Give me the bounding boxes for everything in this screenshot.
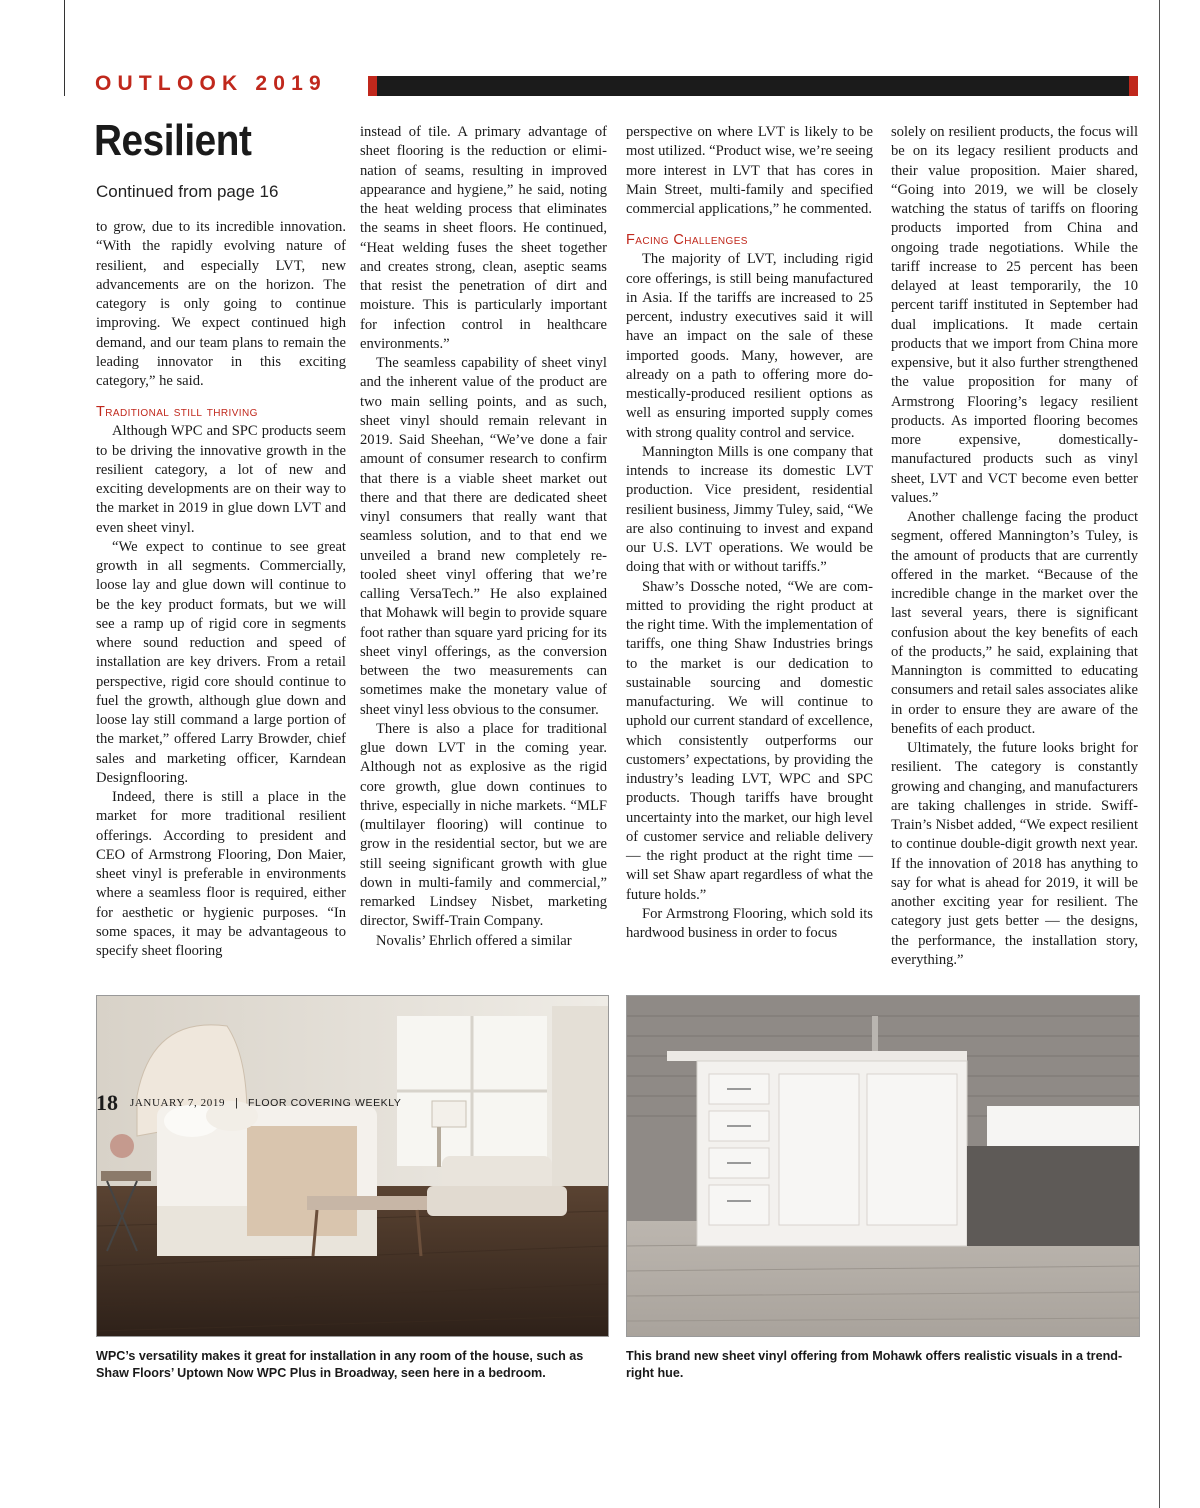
article-paragraph: to grow, due to its incredible innovation. “With the rapidly evolving nature of resilient, and especially LVT, new advancements are on the horizon. The category is only going to continue improving. We expect continued high demand, and our team plans to remain the leading innovator in this exciting category,” he said. [96,219,346,389]
text-column-3 [626,123,873,943]
text-column-2 [360,123,607,951]
bathroom-photo [626,995,1140,1337]
continued-note: Continued from page 16 [96,182,279,201]
header-bar-accent-left [368,76,377,96]
article-paragraph: The majority of LVT, including rigid core offerings, is still being manufactured in Asia. If the tariffs are increased to 25 percent, industry executives said it will have an impact on the sale of these imported goods. Many, however, are already on a path to offering more domestically-produced resilient options as well as ensuring imported supply comes with strong quality control and service. [626,251,873,441]
photo-caption-right: This brand new sheet vinyl offering from Mohawk offers realistic visuals in a trend-right hue. [626,1349,1123,1380]
bedroom-photo [96,995,609,1337]
publication-name: FLOOR COVERING WEEKLY [247,1097,402,1109]
article-paragraph: Shaw’s Dossche noted, “We are committed to providing the right product at the right time. With the implementation of tariffs, one thing Shaw Industries brings to the market is our dedication to sustainable sourcing and domestic manufacturing. We will continue to uphold our current standard of excellence, which consistently outperforms our customers’ expectations, by providing the industry’s leading LVT, WPC and SPC products. Though tariffs have brought uncertainty into the market, our high level of customer service and reliable delivery — the right product at the right time — will set Shaw apart regardless of what the future holds.” [626,578,873,903]
article-paragraph: Although WPC and SPC products seem to be driving the innovative growth in the resilient category, a lot of new and exciting developments are on their way to the market in 2019 in glue down LVT and even sheet vinyl. [96,423,346,536]
article-paragraph: Mannington Mills is one company that intends to increase its domestic LVT production. Vice president, residential resilient business, Jimmy Tuley, said, “We are also continuing to invest and expand our U.S. LVT operations. We would be doing that with or without tariffs.” [626,443,873,576]
article-paragraph: “We expect to continue to see great growth in all segments. Commercially, loose lay and glue down will continue to be the key product formats, but we will see a ramp up of rigid core in segments where sound reduction and speed of installation are key drivers. From a retail perspective, rigid core should continue to fuel the growth, although glue down and loose lay still command a large portion of the market,” offered Larry Browder, chief sales and marketing officer, Karndean Designflooring. [96,538,346,786]
photo-caption-left: WPC’s versatility makes it great for installation in any room of the house, such as Shaw Floors’ Uptown Now WPC Plus in Broadway, seen here in a bedroom. [96,1349,584,1380]
page-footer [96,1090,402,1116]
article-paragraph: The seamless capability of sheet vinyl and the inherent value of the product are two main selling points, and as such, sheet vinyl should remain relevant in 2019. Said Sheehan, “We’ve done a fair amount of consumer research to confirm that there is a viable sheet market out there and that there are dedicated sheet vinyl consumers that really want that seamless solution, and to that end we unveiled a brand new completely re-tooled sheet vinyl offering that we’re calling VersaTech.” He also explained that Mohawk will begin to provide square foot rather than square yard pricing for its sheet vinyl offerings, as the conversion between the two measurements can sometimes make the monetary value of sheet vinyl less obvious to the consumer. [360,355,607,718]
page-number: 18 [96,1090,118,1115]
section-subhead: Traditional still thriving [96,404,258,421]
article-paragraph: Novalis’ Ehrlich offered a similar [376,932,572,949]
page-rule-left [64,0,65,96]
article-paragraph: instead of tile. A primary advantage of sheet flooring is the reduction or elimination of seams, resulting in improved appearance and hygiene,” he said, noting the heat welding process that eliminates the seams in sheet floors. He continued, “Heat welding fuses the sheet together and creates strong, clean, aseptic seams that resist the penetration of dirt and moisture. This is particularly important for infection control in healthcare environments.” [360,124,607,352]
footer-separator: | [235,1097,238,1109]
article-paragraph: There is also a place for traditional glue down LVT in the coming year. Although not as explosive as the rigid core growth, glue down continues to thrive, especially in niche markets. “MLF (multilayer flooring) will continue to grow in the residential sector, but we are still seeing significant growth with glue down in multi-family and commercial,” remarked Lindsey Nisbet, marketing director, Swiff-Train Company. [360,720,607,930]
article-paragraph: solely on resilient products, the focus will be on its legacy resilient products and their value proposition. Maier shared, “Going into 2019, we will be closely watching the status of tariffs on flooring products imported from China and ongoing trade negotiations. While the tariff increase to 25 percent has been delayed at least temporarily, the 10 percent tariff instituted in September had dual implications. It made certain products that we import from China more expensive, but it also further strengthened the value proposition for many of Armstrong Flooring’s legacy resilient products. As imported flooring becomes more expensive, domestically-manufactured products such as vinyl sheet, LVT and VCT become even better values.” [891,124,1138,506]
section-label: OUTLOOK 2019 [95,72,327,95]
page-rule-right [1159,0,1160,1508]
bedroom-illustration [97,996,608,1336]
bathroom-illustration [627,996,1139,1336]
article-paragraph: perspective on where LVT is likely to be most utilized. “Product wise, we’re seeing more interest in LVT that has cores in Main Street, multi-family and specified commercial applications,” he commented. [626,124,873,217]
article-paragraph: Ultimately, the future looks bright for resilient. The category is constantly growing and changing, and manufacturers are taking challenges in stride. Swiff-Train’s Nisbet added, “We expect resilient to continue double-digit growth next year. If the innovation of 2018 has anything to say for what is ahead for 2019, it will be another exciting year for resilient. The category just gets better — the designs, the performance, the installation story, everything.” [891,740,1138,968]
header-bar [368,76,1138,96]
section-subhead: Facing Challenges [626,232,748,249]
header-bar-accent-right [1129,76,1138,96]
text-column-4 [891,123,1138,970]
article-paragraph: For Armstrong Flooring, which sold its hardwood business in order to focus [626,905,873,941]
article-paragraph: Indeed, there is still a place in the market for more traditional resilient offerings. According to president and CEO of Armstrong Flooring, Don Maier, sheet vinyl is preferable in environments where a seamless floor is required, either for aesthetic or hygienic purposes. “In some spaces, it may be advantageous to specify sheet flooring [96,789,346,959]
article-title: Resilient [94,116,252,165]
article-paragraph: Another challenge facing the product segment, offered Mannington’s Tuley, is the amount of products that are currently offered in the market. “Because of the incredible change in the market over the last several years, there is significant confusion about the key benefits of each of the products,” he said, explaining that Mannington is committed to educating consumers and retail sales associates alike in order to ensure they are aware of the benefits of each product. [891,509,1138,737]
issue-date: JANUARY 7, 2019 [130,1097,226,1109]
text-column-1 [96,218,346,961]
